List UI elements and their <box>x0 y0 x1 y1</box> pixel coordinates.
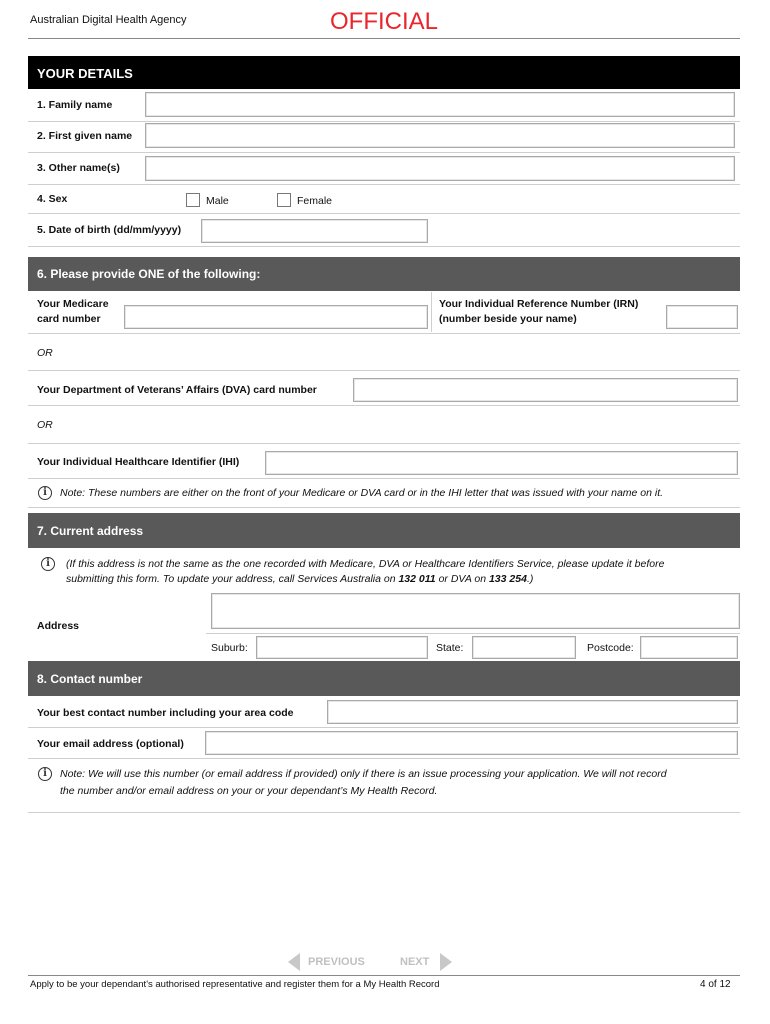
classification-label: OFFICIAL <box>330 8 439 35</box>
ihi-label: Your Individual Healthcare Identifier (IHI) <box>37 456 240 468</box>
contact-number-label: Your best contact number including your area code <box>37 707 294 719</box>
first-given-name-label: 2. First given name <box>37 130 133 142</box>
section-8-header <box>28 661 740 696</box>
vertical-divider <box>431 292 432 332</box>
section-8-note-line2: the number and/or email address on your or your dependant’s My Health Record. <box>60 785 438 797</box>
footer-divider <box>28 975 740 976</box>
divider <box>28 812 740 813</box>
family-name-label: 1. Family name <box>37 99 113 111</box>
dva-label: Your Department of Veterans’ Affairs (DVA) card number <box>37 384 317 396</box>
state-label: State: <box>436 642 464 654</box>
your-details-header <box>28 56 740 89</box>
section-6-note: Note: These numbers are either on the front of your Medicare or DVA card or in the IHI letter that was issued with your name on it. <box>60 487 664 499</box>
info-icon: i <box>38 486 52 500</box>
dva-number-input[interactable] <box>353 378 738 402</box>
page-number: 4 of 12 <box>700 979 731 990</box>
other-names-input[interactable] <box>145 156 735 181</box>
postcode-input[interactable] <box>640 636 738 659</box>
or-separator: OR <box>37 347 53 359</box>
section-7-header <box>28 513 740 548</box>
divider <box>28 478 740 479</box>
info-icon: i <box>38 767 52 781</box>
section-8-title: 8. Contact number <box>37 672 143 686</box>
divider <box>28 370 740 371</box>
suburb-input[interactable] <box>256 636 428 659</box>
section-7-note-line1: (If this address is not the same as the one recorded with Medicare, DVA or Healthcare Identifiers Service, please update it before <box>66 558 665 570</box>
or-separator: OR <box>37 419 53 431</box>
section-6-header <box>28 257 740 291</box>
irn-label-line1: Your Individual Reference Number (IRN) <box>439 298 639 310</box>
divider <box>28 152 740 153</box>
male-checkbox[interactable] <box>186 193 200 207</box>
dob-input[interactable] <box>201 219 428 243</box>
section-7-title: 7. Current address <box>37 524 144 538</box>
your-details-title: YOUR DETAILS <box>37 66 133 81</box>
divider <box>28 758 740 759</box>
next-arrow-icon <box>439 952 453 972</box>
divider <box>28 213 740 214</box>
section-6-title: 6. Please provide ONE of the following: <box>37 267 261 281</box>
address-input[interactable] <box>211 593 740 629</box>
divider <box>28 121 740 122</box>
female-checkbox[interactable] <box>277 193 291 207</box>
previous-arrow-icon <box>287 952 301 972</box>
divider <box>28 405 740 406</box>
suburb-label: Suburb: <box>211 642 248 654</box>
divider <box>28 727 740 728</box>
male-label: Male <box>206 195 229 207</box>
irn-label-line2: (number beside your name) <box>439 313 577 325</box>
other-names-label: 3. Other name(s) <box>37 162 120 174</box>
dva-phone: 133 254 <box>488 573 527 585</box>
divider <box>28 507 740 508</box>
footer-text: Apply to be your dependant's authorised representative and register them for a My Health Record <box>30 979 440 990</box>
medicare-label-line1: Your Medicare <box>37 298 109 310</box>
email-label: Your email address (optional) <box>37 738 184 750</box>
divider <box>28 184 740 185</box>
agency-name: Australian Digital Health Agency <box>30 14 187 26</box>
divider <box>206 633 740 634</box>
family-name-input[interactable] <box>145 92 735 117</box>
email-input[interactable] <box>205 731 738 755</box>
services-australia-phone: 132 011 <box>398 573 436 585</box>
next-button[interactable] <box>400 952 455 972</box>
dob-label: 5. Date of birth (dd/mm/yyyy) <box>37 224 182 236</box>
medicare-label-line2: card number <box>37 313 101 325</box>
state-input[interactable] <box>472 636 576 659</box>
female-label: Female <box>297 195 333 207</box>
divider <box>28 246 740 247</box>
first-given-name-input[interactable] <box>145 123 735 148</box>
next-label: NEXT <box>400 956 430 968</box>
sex-label: 4. Sex <box>37 193 68 205</box>
irn-input[interactable] <box>666 305 738 329</box>
info-icon: i <box>41 557 55 571</box>
ihi-input[interactable] <box>265 451 738 475</box>
postcode-label: Postcode: <box>587 642 634 654</box>
section-8-note-line1: Note: We will use this number (or email address if provided) only if there is an issue processing your application. We will not record <box>60 768 667 780</box>
medicare-number-input[interactable] <box>124 305 428 329</box>
divider <box>28 443 740 444</box>
header-divider <box>28 38 740 39</box>
divider <box>28 333 740 334</box>
contact-number-input[interactable] <box>327 700 738 724</box>
previous-label: PREVIOUS <box>308 956 365 968</box>
section-7-note-line2: submitting this form. To update your address, call Services Australia on 132 011 or DVA on 133 254.) <box>66 573 534 585</box>
previous-button[interactable] <box>287 952 377 972</box>
address-label: Address <box>37 620 80 632</box>
